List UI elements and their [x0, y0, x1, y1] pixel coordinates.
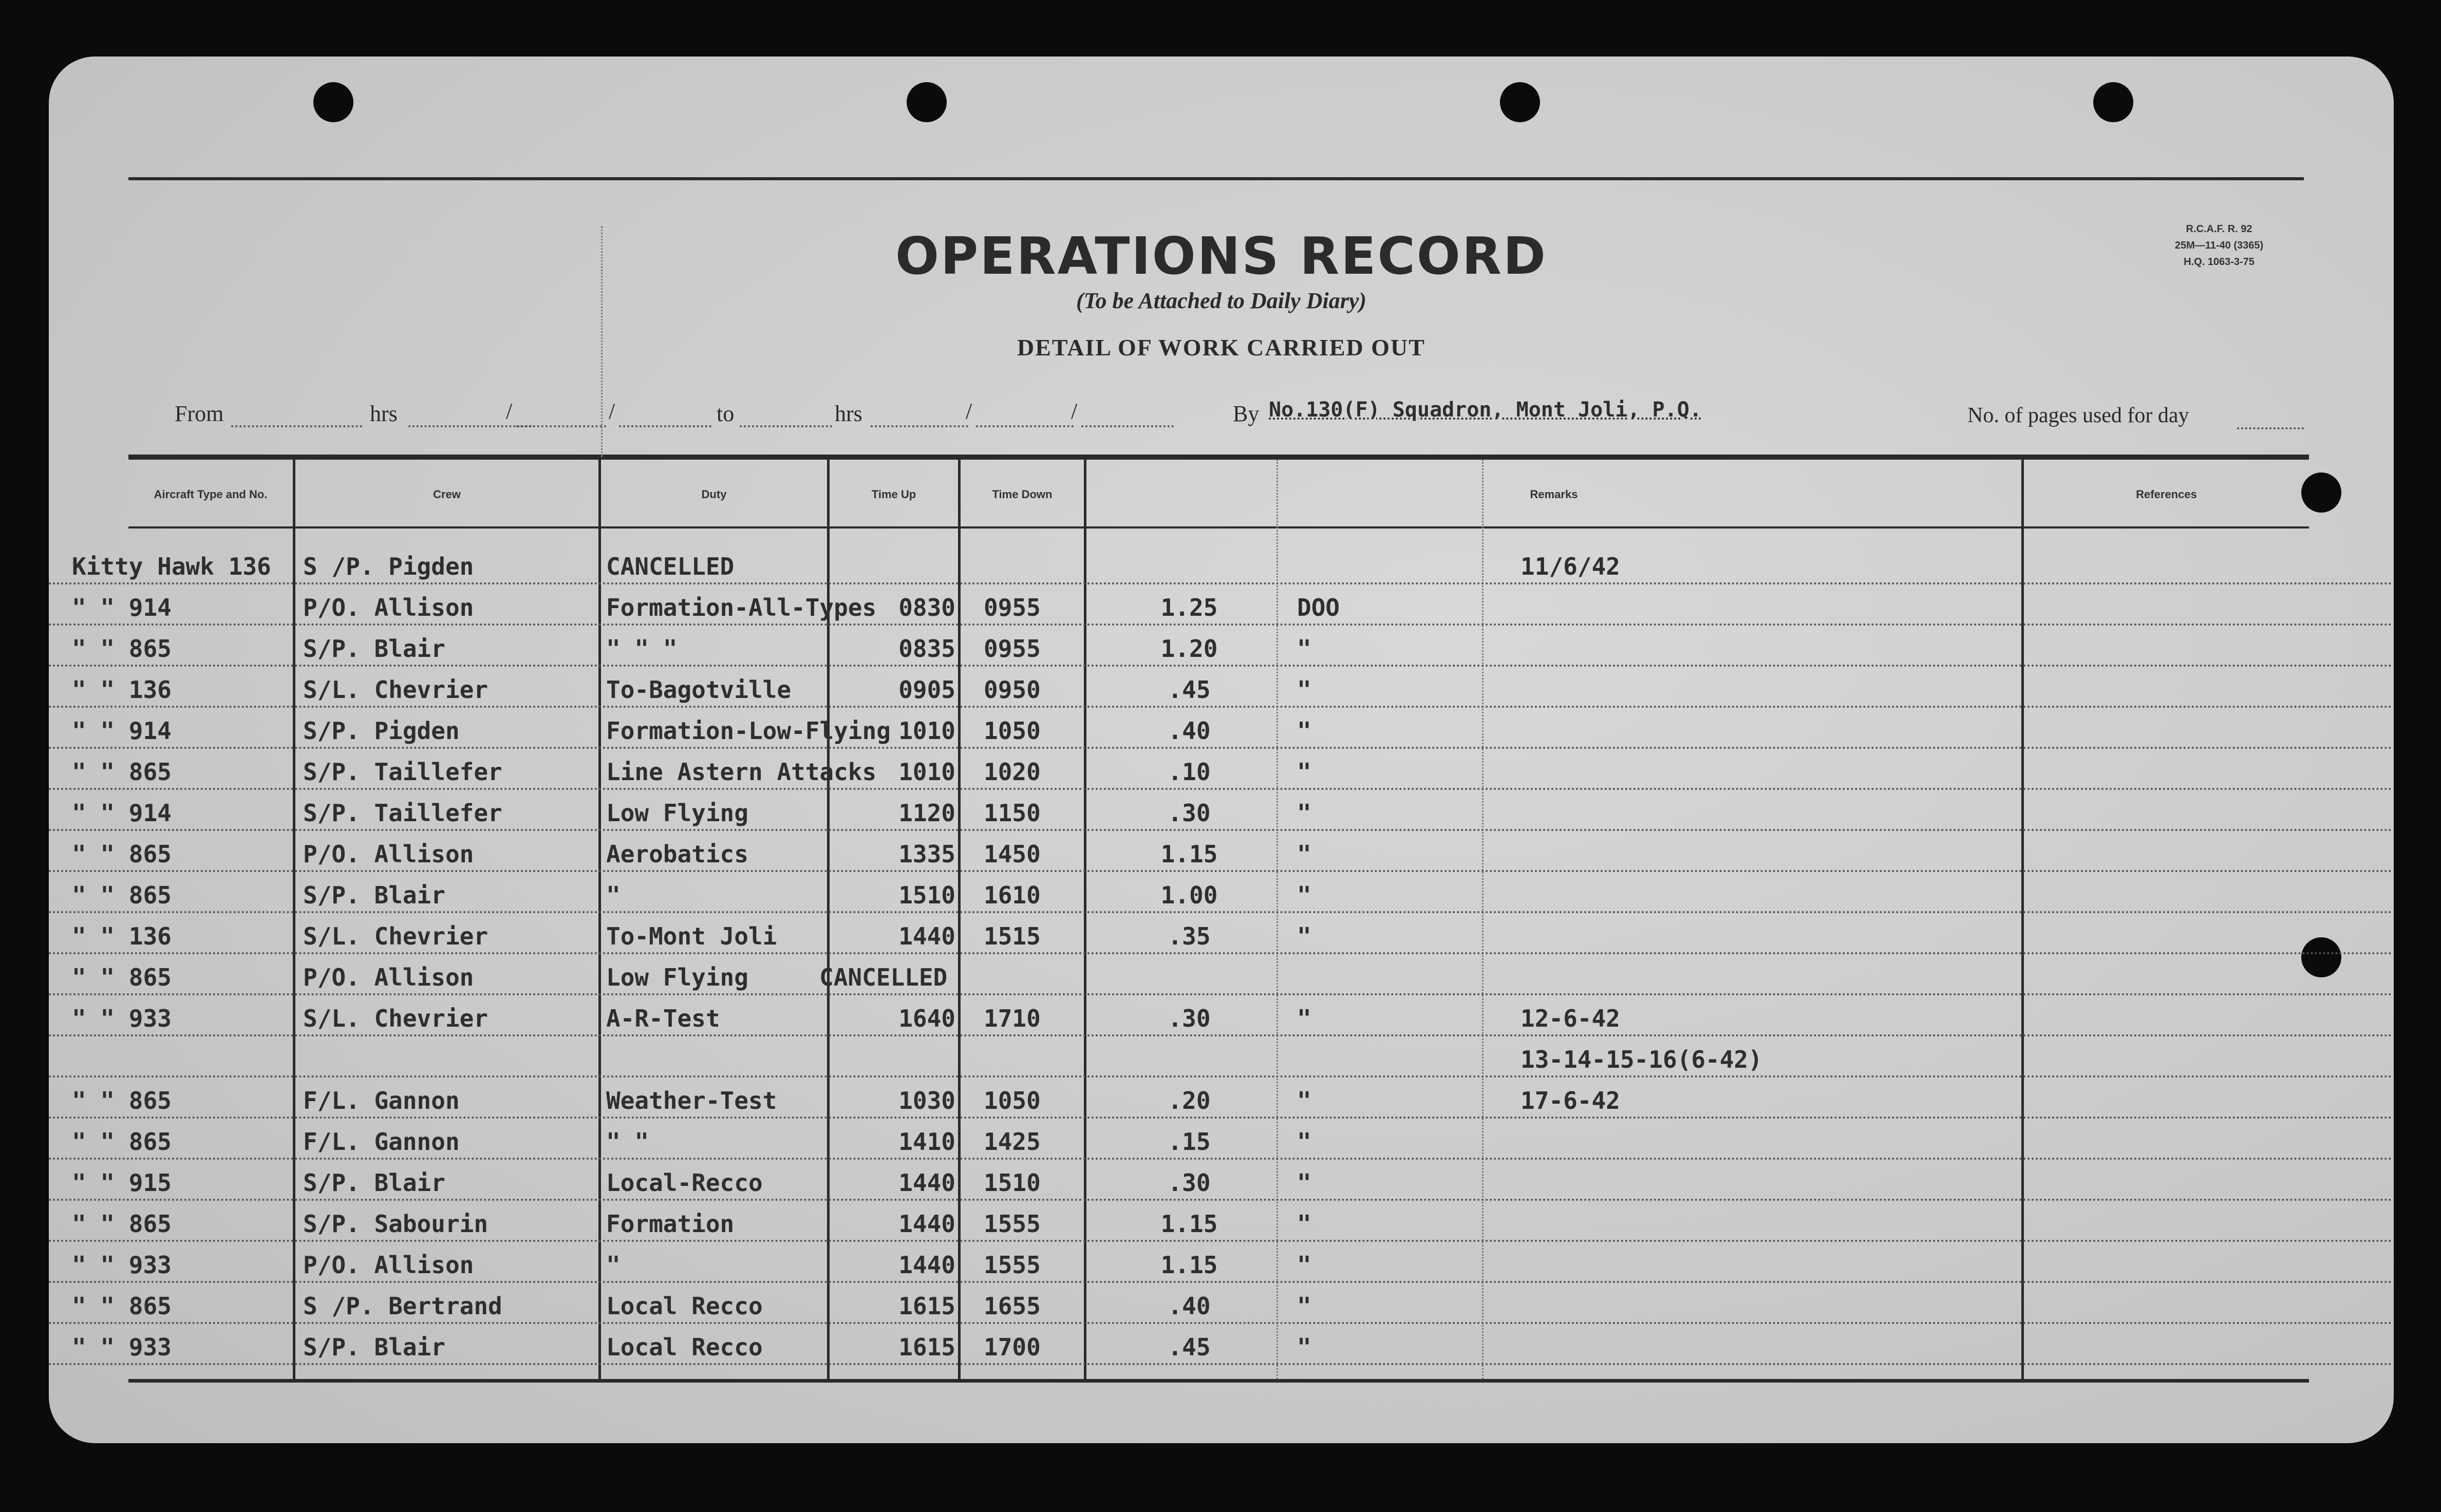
- remark-code-cell: ": [1297, 1169, 1311, 1197]
- time-up-cell: 1440: [898, 1210, 955, 1238]
- duty-cell: To-Mont Joli: [606, 922, 777, 950]
- table-row: [49, 1129, 2394, 1160]
- time-up-cell: 1410: [898, 1128, 955, 1156]
- hours-cell: 1.20: [1160, 635, 1218, 663]
- faint-column-guide: [601, 226, 603, 457]
- punch-hole: [313, 82, 353, 122]
- hours-cell: 1.00: [1160, 881, 1218, 909]
- crew-cell: S/P. Blair: [303, 1169, 445, 1197]
- time-down-cell: 1510: [984, 1169, 1041, 1197]
- table-row: [49, 1170, 2394, 1201]
- hours-cell: .40: [1168, 1292, 1211, 1320]
- duty-cell: CANCELLED: [606, 553, 735, 580]
- time-up-cell: 1440: [898, 922, 955, 950]
- hours-cell: 1.15: [1160, 1251, 1218, 1279]
- remark-code-cell: ": [1297, 676, 1311, 704]
- table-row: [49, 841, 2394, 872]
- duty-cell: Weather-Test: [606, 1087, 777, 1114]
- pages-label: No. of pages used for day: [1967, 404, 2189, 427]
- table-row: [49, 1211, 2394, 1242]
- hours-cell: .15: [1168, 1128, 1211, 1156]
- aircraft-cell: " " 865: [72, 840, 172, 868]
- table-row: [49, 1252, 2394, 1283]
- to-field[interactable]: [740, 425, 832, 427]
- from-date-field[interactable]: [619, 425, 711, 427]
- time-down-cell: 0955: [984, 594, 1041, 621]
- time-down-cell: 1020: [984, 758, 1041, 786]
- aircraft-cell: " " 865: [72, 1128, 172, 1156]
- hours-cell: .20: [1168, 1087, 1211, 1114]
- by-value: No.130(F) Squadron, Mont Joli, P.Q.: [1269, 398, 1702, 422]
- table-row: [49, 1047, 2394, 1078]
- hours-cell: .30: [1168, 1005, 1211, 1032]
- slash: /: [609, 399, 615, 424]
- page-subtitle: (To be Attached to Daily Diary): [1076, 288, 1366, 313]
- crew-cell: S /P. Bertrand: [303, 1292, 502, 1320]
- duty-cell: " ": [606, 1128, 649, 1156]
- slash: /: [1071, 399, 1078, 424]
- table-row: [49, 554, 2394, 584]
- to-date-field[interactable]: [1081, 425, 1174, 427]
- remark-code-cell: ": [1297, 881, 1311, 909]
- duty-cell: To-Bagotville: [606, 676, 792, 704]
- hours-cell: .10: [1168, 758, 1211, 786]
- time-up-cell: 0835: [898, 635, 955, 663]
- table-row: [49, 677, 2394, 708]
- time-up-cell: 1440: [898, 1251, 955, 1279]
- time-down-cell: 1450: [984, 840, 1041, 868]
- time-down-cell: 1515: [984, 922, 1041, 950]
- crew-cell: S/P. Blair: [303, 881, 445, 909]
- hours-cell: 1.25: [1160, 594, 1218, 621]
- time-down-cell: 1150: [984, 799, 1041, 827]
- crew-cell: S/L. Chevrier: [303, 922, 489, 950]
- crew-cell: P/O. Allison: [303, 1251, 474, 1279]
- table-row: [49, 923, 2394, 954]
- remark-date-cell: 12-6-42: [1520, 1005, 1620, 1032]
- time-up-cell: 1440: [898, 1169, 955, 1197]
- aircraft-cell: " " 136: [72, 676, 172, 704]
- aircraft-cell: " " 915: [72, 1169, 172, 1197]
- remark-code-cell: ": [1297, 1333, 1311, 1361]
- crew-cell: S/L. Chevrier: [303, 1005, 489, 1032]
- remark-code-cell: ": [1297, 1087, 1311, 1114]
- hours-cell: 1.15: [1160, 840, 1218, 868]
- aircraft-cell: " " 914: [72, 799, 172, 827]
- hours-cell: .40: [1168, 717, 1211, 745]
- crew-cell: S /P. Pigden: [303, 553, 474, 580]
- time-up-cell: 1010: [898, 717, 955, 745]
- crew-cell: S/P. Pigden: [303, 717, 460, 745]
- column-header-crew: Crew: [433, 488, 461, 501]
- aircraft-cell: " " 136: [72, 922, 172, 950]
- operations-record-card: [49, 56, 2394, 1443]
- table-row: [49, 636, 2394, 667]
- table-row: [49, 718, 2394, 749]
- to-date-field[interactable]: [976, 425, 1074, 427]
- duty-cell: Aerobatics: [606, 840, 748, 868]
- remark-date-cell: 11/6/42: [1520, 553, 1620, 580]
- hours-cell: .45: [1168, 1333, 1211, 1361]
- page-title: OPERATIONS RECORD: [895, 226, 1547, 286]
- crew-cell: F/L. Gannon: [303, 1128, 460, 1156]
- duty-cell: Local-Recco: [606, 1169, 763, 1197]
- duty-cell: Line Astern Attacks: [606, 758, 877, 786]
- crew-cell: P/O. Allison: [303, 963, 474, 991]
- time-up-cell: 1615: [898, 1292, 955, 1320]
- crew-cell: S/P. Blair: [303, 635, 445, 663]
- time-up-cell: 1010: [898, 758, 955, 786]
- table-row: [49, 1006, 2394, 1036]
- remark-code-cell: ": [1297, 840, 1311, 868]
- top-rule: [128, 177, 2304, 180]
- crew-cell: S/P. Taillefer: [303, 758, 502, 786]
- aircraft-cell: " " 933: [72, 1251, 172, 1279]
- aircraft-cell: " " 865: [72, 881, 172, 909]
- time-up-cell: CANCELLED: [819, 963, 948, 991]
- duty-cell: Formation-All-Types: [606, 594, 877, 621]
- pages-field[interactable]: [2237, 427, 2304, 429]
- time-down-cell: 1050: [984, 717, 1041, 745]
- hours-cell: .30: [1168, 799, 1211, 827]
- remark-code-cell: ": [1297, 635, 1311, 663]
- aircraft-cell: " " 914: [72, 594, 172, 621]
- aircraft-cell: Kitty Hawk 136: [72, 553, 271, 580]
- from-date-field[interactable]: [516, 425, 606, 427]
- column-header-duty: Duty: [701, 488, 727, 501]
- time-down-cell: 1700: [984, 1333, 1041, 1361]
- table-row: [49, 759, 2394, 790]
- time-down-cell: 1050: [984, 1087, 1041, 1114]
- form-code-line: H.Q. 1063-3-75: [2184, 256, 2255, 268]
- hours-cell: .30: [1168, 1169, 1211, 1197]
- time-up-cell: 1030: [898, 1087, 955, 1114]
- remark-code-cell: ": [1297, 758, 1311, 786]
- time-down-cell: 0955: [984, 635, 1041, 663]
- aircraft-cell: " " 933: [72, 1005, 172, 1032]
- time-down-cell: 1555: [984, 1210, 1041, 1238]
- time-up-cell: 0830: [898, 594, 955, 621]
- table-row: [49, 595, 2394, 626]
- to-label: to: [717, 401, 735, 426]
- form-code-line: 25M—11-40 (3365): [2174, 240, 2264, 251]
- table-row: [49, 1334, 2394, 1365]
- table-bottom-rule: [128, 1379, 2309, 1383]
- duty-cell: Formation-Low-Flying: [606, 717, 891, 745]
- from-date-field[interactable]: [408, 425, 532, 427]
- duty-cell: Formation: [606, 1210, 735, 1238]
- aircraft-cell: " " 865: [72, 758, 172, 786]
- table-row: [49, 1088, 2394, 1119]
- duty-cell: ": [606, 1251, 621, 1279]
- header-bottom-rule: [128, 526, 2309, 528]
- hours-cell: .45: [1168, 676, 1211, 704]
- remark-code-cell: ": [1297, 922, 1311, 950]
- hrs-label: hrs: [835, 401, 862, 426]
- column-header-time-down: Time Down: [992, 488, 1053, 501]
- duty-cell: Local Recco: [606, 1292, 763, 1320]
- form-code-line: R.C.A.F. R. 92: [2186, 223, 2252, 235]
- crew-cell: S/P. Sabourin: [303, 1210, 489, 1238]
- time-up-cell: 1120: [898, 799, 955, 827]
- aircraft-cell: " " 865: [72, 1292, 172, 1320]
- time-down-cell: 1655: [984, 1292, 1041, 1320]
- remark-code-cell: ": [1297, 1005, 1311, 1032]
- hours-cell: 1.15: [1160, 1210, 1218, 1238]
- aircraft-cell: " " 865: [72, 1210, 172, 1238]
- duty-cell: Low Flying: [606, 963, 748, 991]
- duty-cell: ": [606, 881, 621, 909]
- aircraft-cell: " " 865: [72, 1087, 172, 1114]
- crew-cell: S/L. Chevrier: [303, 676, 489, 704]
- time-down-cell: 0950: [984, 676, 1041, 704]
- column-header-time-up: Time Up: [871, 488, 916, 501]
- column-header-references: References: [2136, 488, 2197, 501]
- time-up-cell: 1615: [898, 1333, 955, 1361]
- crew-cell: P/O. Allison: [303, 840, 474, 868]
- aircraft-cell: " " 933: [72, 1333, 172, 1361]
- table-row: [49, 800, 2394, 831]
- time-up-cell: 1640: [898, 1005, 955, 1032]
- duty-cell: A-R-Test: [606, 1005, 720, 1032]
- remark-code-cell: ": [1297, 799, 1311, 827]
- by-label: By: [1233, 401, 1260, 426]
- from-field[interactable]: [231, 425, 362, 427]
- time-down-cell: 1555: [984, 1251, 1041, 1279]
- remark-date-cell: 17-6-42: [1520, 1087, 1620, 1114]
- crew-cell: P/O. Allison: [303, 594, 474, 621]
- time-down-cell: 1610: [984, 881, 1041, 909]
- detail-heading: DETAIL OF WORK CARRIED OUT: [1017, 334, 1425, 361]
- slash: /: [506, 399, 513, 424]
- punch-hole: [2093, 82, 2133, 122]
- remark-code-cell: DOO: [1297, 594, 1340, 621]
- time-down-cell: 1710: [984, 1005, 1041, 1032]
- aircraft-cell: " " 865: [72, 635, 172, 663]
- remark-code-cell: ": [1297, 1251, 1311, 1279]
- remark-date-cell: 13-14-15-16(6-42): [1520, 1046, 1762, 1073]
- to-date-field[interactable]: [871, 425, 968, 427]
- time-up-cell: 0905: [898, 676, 955, 704]
- column-header-remarks: Remarks: [1530, 488, 1578, 501]
- time-up-cell: 1335: [898, 840, 955, 868]
- crew-cell: S/P. Blair: [303, 1333, 445, 1361]
- time-down-cell: 1425: [984, 1128, 1041, 1156]
- crew-cell: S/P. Taillefer: [303, 799, 502, 827]
- duty-cell: " " ": [606, 635, 678, 663]
- aircraft-cell: " " 865: [72, 963, 172, 991]
- hrs-label: hrs: [370, 401, 398, 426]
- remark-code-cell: ": [1297, 717, 1311, 745]
- form-code: [2142, 221, 2296, 270]
- duty-cell: Low Flying: [606, 799, 748, 827]
- table-row: [49, 882, 2394, 913]
- crew-cell: F/L. Gannon: [303, 1087, 460, 1114]
- column-header-aircraft: Aircraft Type and No.: [154, 488, 268, 501]
- duty-cell: Local Recco: [606, 1333, 763, 1361]
- from-label: From: [175, 401, 224, 426]
- remark-code-cell: ": [1297, 1128, 1311, 1156]
- remark-code-cell: ": [1297, 1292, 1311, 1320]
- aircraft-cell: " " 914: [72, 717, 172, 745]
- time-up-cell: 1510: [898, 881, 955, 909]
- table-top-rule: [128, 455, 2309, 460]
- table-row: [49, 965, 2394, 995]
- table-row: [49, 1293, 2394, 1324]
- slash: /: [966, 399, 972, 424]
- punch-hole: [907, 82, 947, 122]
- punch-hole: [1500, 82, 1540, 122]
- remark-code-cell: ": [1297, 1210, 1311, 1238]
- hours-cell: .35: [1168, 922, 1211, 950]
